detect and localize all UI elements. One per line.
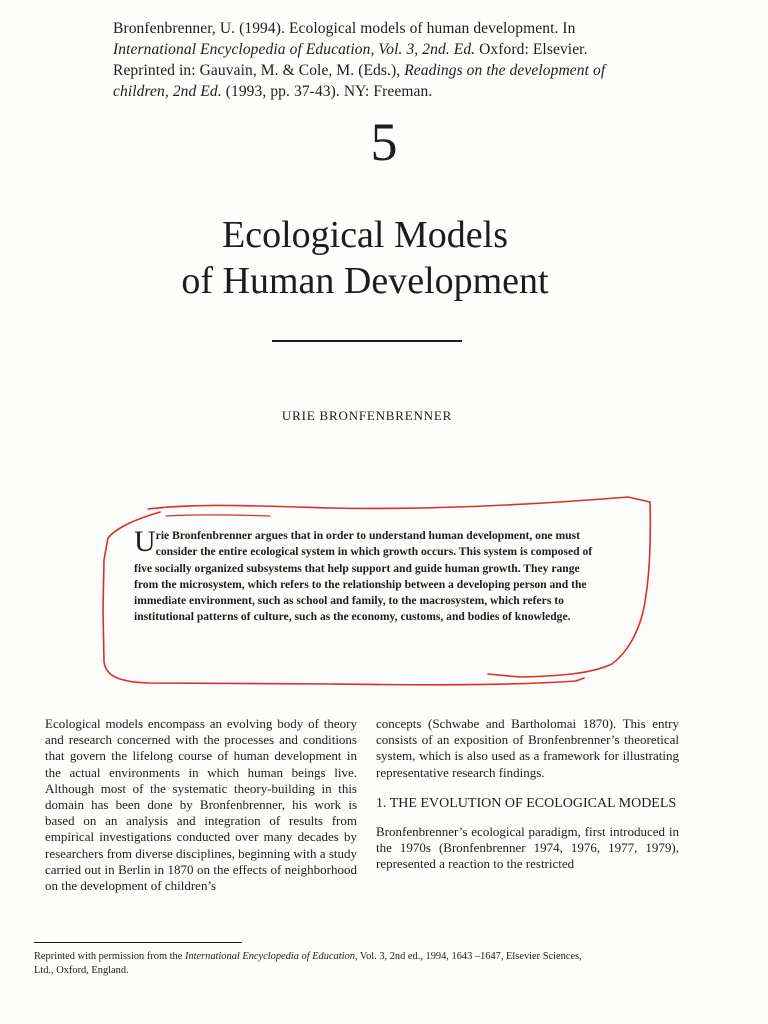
section-heading: 1. THE EVOLUTION OF ECOLOGICAL MODELS <box>376 795 677 811</box>
body-paragraph: Bronfenbrenner’s ecological paradigm, first introduced in the 1970s (Bronfenbrenner 1974, 1976, 1977, 1979), represented a reaction to the restricted <box>376 823 679 872</box>
citation-line-4 <box>113 81 733 102</box>
abstract-dropcap: U <box>134 525 156 558</box>
body-paragraph: Ecological models encompass an evolving body of theory and research concerned with the processes and conditions that govern the lifelong course of human development in the actual environments in which human beings live. Although most of the systematic theory-building in this domain has been done by Bronfenbrenner, his work is based on an analysis and integration of results from empirical investigations conducted over many decades by researchers from diverse disciplines, beginning with a study carried out in Berlin in 1870 on the effects of neighborhood on the development of children’s <box>45 716 357 894</box>
footnote-source-italic: International Encyclopedia of Education, <box>184 951 358 962</box>
chapter-title-line-2: of Human Development <box>181 260 549 302</box>
citation-source-italic: International Encyclopedia of Education, Vol. 3, 2nd. Ed. <box>113 41 476 58</box>
title-divider <box>272 340 462 342</box>
red-pen-inner-mark <box>166 515 270 516</box>
citation-publisher: Oxford: Elsevier. <box>475 41 588 58</box>
citation-reprint: Reprinted in: Gauvain, M. & Cole, M. (Eds.), <box>113 62 405 79</box>
chapter-title <box>0 212 730 304</box>
footnote-rest: Vol. 3, 2nd ed., 1994, 1643 –1647, Elsevier Sciences, Ltd., Oxford, England. <box>34 951 582 976</box>
author-name: URIE BRONFENBRENNER <box>281 408 453 423</box>
red-pen-top-stroke <box>148 497 650 509</box>
citation-reprint-title: Readings on the development of <box>404 62 606 79</box>
citation-reprint-details: (1993, pp. 37-43). NY: Freeman. <box>221 83 433 100</box>
chapter-title-line-1: Ecological Models <box>222 214 508 256</box>
chapter-number: 5 <box>370 112 398 172</box>
abstract-text: rie Bronfenbrenner argues that in order to understand human development, one must consider the entire ecological system in which growth occurs. This system is composed of five socially organized subsystems that help support and guide human growth. They range from the microsystem, which refers to the relationship between a developing person and the immediate environment, such as school and family, to the macrosystem, which refers to institutional patterns of culture, such as the economy, customs, and bodies of knowledge. <box>134 529 593 624</box>
citation-block <box>113 18 733 102</box>
citation-line-3 <box>113 60 733 81</box>
chapter-abstract <box>134 525 604 626</box>
citation-line-1: Bronfenbrenner, U. (1994). Ecological models of human development. In <box>113 20 576 37</box>
body-column-left <box>45 716 357 894</box>
footnote-pre: Reprinted with permission from the <box>34 951 185 962</box>
body-column-right <box>376 716 679 872</box>
footnote <box>34 950 594 978</box>
body-paragraph: concepts (Schwabe and Bartholomai 1870). This entry consists of an exposition of Bronfenbrenner’s theoretical system, which is also used as a framework for illustrating representative research findings. <box>376 716 679 780</box>
citation-reprint-title-cont: children, 2nd Ed. <box>113 83 222 100</box>
footnote-divider <box>34 942 242 943</box>
citation-line-2 <box>113 39 733 60</box>
